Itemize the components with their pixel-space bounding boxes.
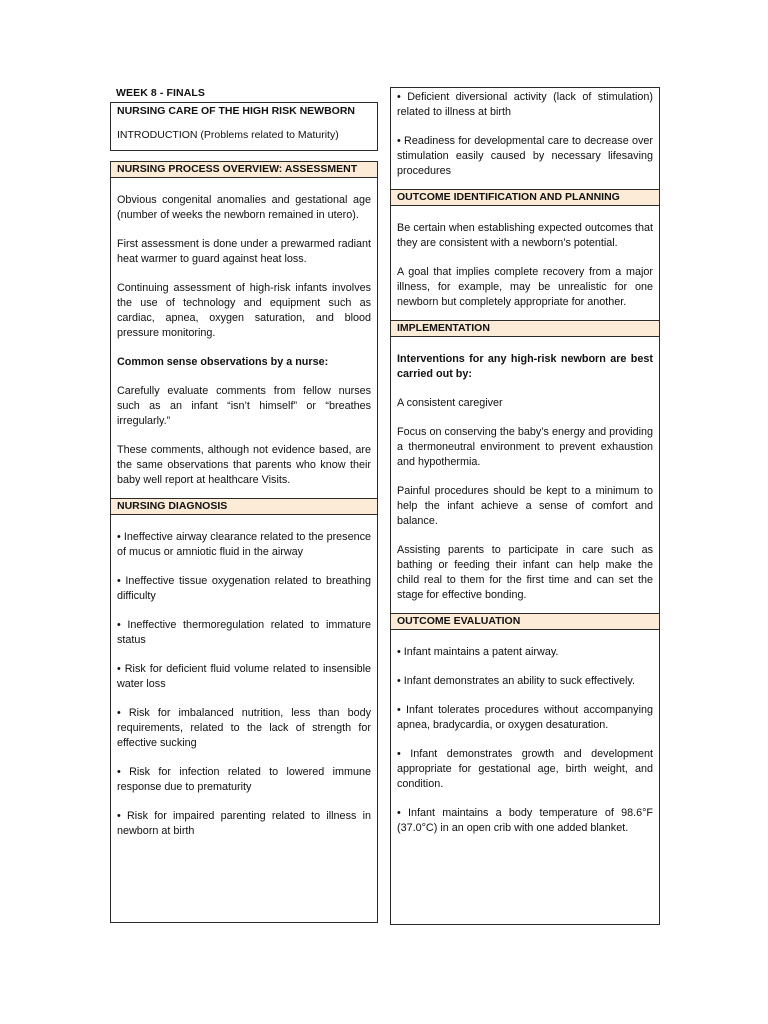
right-content-box — [390, 87, 660, 925]
assessment-paragraph: These comments, although not evidence based, are the same observations that parents who know their baby well report at healthcare Visits. — [117, 444, 371, 486]
implementation-header: IMPLEMENTATION — [391, 320, 659, 337]
diagnosis-item: • Risk for infection related to lowered immune response due to prematurity — [117, 766, 371, 793]
planning-paragraph: Be certain when establishing expected outcomes that they are consistent with a newborn’s potential. — [397, 222, 653, 249]
diagnosis-item: • Risk for deficient fluid volume related to insensible water loss — [117, 663, 371, 690]
evaluation-item: • Infant demonstrates growth and development appropriate for gestational age, birth weight, and condition. — [397, 748, 653, 790]
week-label: WEEK 8 - FINALS — [116, 87, 206, 99]
assessment-paragraph: First assessment is done under a prewarmed radiant heat warmer to guard against heat loss. — [117, 238, 371, 265]
assessment-header: NURSING PROCESS OVERVIEW: ASSESSMENT — [111, 162, 377, 178]
planning-header: OUTCOME IDENTIFICATION AND PLANNING — [391, 189, 659, 206]
diagnosis-item: • Ineffective thermoregulation related to immature status — [117, 619, 371, 646]
evaluation-item: • Infant maintains a body temperature of 98.6°F (37.0°C) in an open crib with one added blanket. — [397, 807, 653, 834]
intro-heading: INTRODUCTION (Problems related to Maturity) — [117, 129, 339, 141]
assessment-paragraph: Continuing assessment of high-risk infants involves the use of technology and equipment such as cardiac, apnea, oxygen saturation, and blood pressure monitoring. — [117, 282, 371, 339]
assessment-section — [111, 178, 377, 498]
diagnosis-continued — [391, 88, 659, 189]
evaluation-item: • Infant maintains a patent airway. — [397, 646, 559, 658]
page-title: NURSING CARE OF THE HIGH RISK NEWBORN — [117, 105, 356, 117]
assessment-paragraph: Carefully evaluate comments from fellow nurses such as an infant “isn’t himself” or “breathes irregularly.” — [117, 385, 371, 427]
implementation-paragraph: Assisting parents to participate in care such as bathing or feeding their infant can help make the child real to them for the first time and can set the stage for effective bonding. — [397, 544, 653, 601]
left-column — [110, 87, 378, 923]
evaluation-header: OUTCOME EVALUATION — [391, 613, 659, 630]
assessment-subheading: Common sense observations by a nurse: — [117, 356, 329, 368]
diagnosis-item: • Risk for impaired parenting related to illness in newborn at birth — [117, 810, 371, 837]
diagnosis-header: NURSING DIAGNOSIS — [111, 498, 377, 515]
evaluation-item: • Infant tolerates procedures without accompanying apnea, bradycardia, or oxygen desaturation. — [397, 704, 653, 731]
implementation-paragraph: Focus on conserving the baby’s energy and providing a thermoneutral environment to prevent exhaustion and hypothermia. — [397, 426, 653, 468]
evaluation-item: • Infant demonstrates an ability to suck effectively. — [397, 675, 636, 687]
planning-section — [391, 206, 659, 320]
diagnosis-item: • Ineffective tissue oxygenation related to breathing difficulty — [117, 575, 371, 602]
diagnosis-item: • Readiness for developmental care to decrease over stimulation easily caused by necessary lifesaving procedures — [397, 135, 653, 177]
assessment-paragraph: Obvious congenital anomalies and gestational age (number of weeks the newborn remained in utero). — [117, 194, 371, 221]
implementation-section — [391, 337, 659, 613]
title-box — [110, 102, 378, 151]
implementation-subheading: Interventions for any high-risk newborn are best carried out by: — [397, 353, 653, 380]
planning-paragraph: A goal that implies complete recovery from a major illness, for example, may be unrealistic for one newborn but completely appropriate for another. — [397, 266, 653, 308]
implementation-paragraph: A consistent caregiver — [397, 397, 503, 409]
left-content-box — [110, 161, 378, 923]
evaluation-section — [391, 630, 659, 846]
implementation-paragraph: Painful procedures should be kept to a minimum to help the infant achieve a sense of comfort and balance. — [397, 485, 653, 527]
diagnosis-item: • Deficient diversional activity (lack of stimulation) related to illness at birth — [397, 91, 653, 118]
diagnosis-section — [111, 515, 377, 849]
right-column — [390, 87, 660, 925]
diagnosis-item: • Ineffective airway clearance related to the presence of mucus or amniotic fluid in the airway — [117, 531, 371, 558]
diagnosis-item: • Risk for imbalanced nutrition, less than body requirements, related to the lack of strength for effective sucking — [117, 707, 371, 749]
